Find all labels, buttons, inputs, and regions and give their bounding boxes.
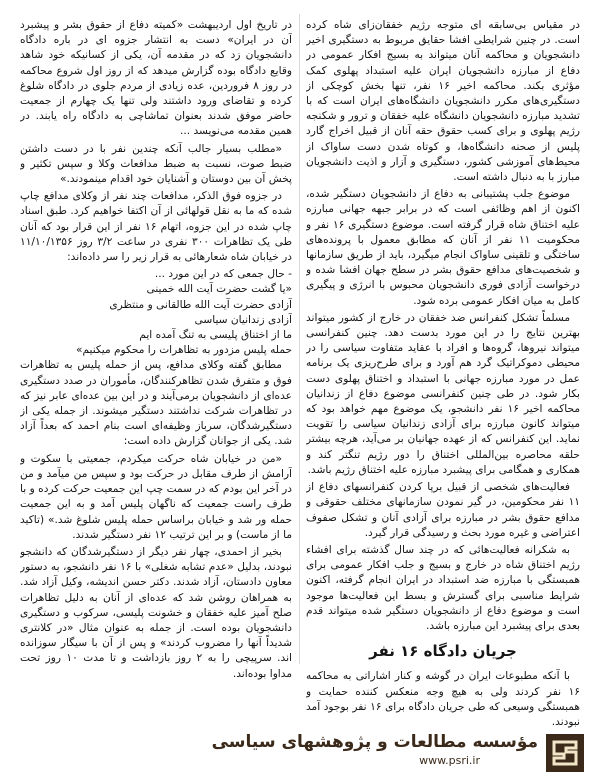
quote-paragraph: «من در خیابان شاه حرکت میکردم، جمعیتی با سکوت و آرامش از طرف مقابل در حرکت بود و سپس من میآمد و من در آخر این بودم که در سمت چپ این جمعیت حرکت کرده و با طرف راست جمعیت که ناگهان پلیس آمد و به این جمعیت حمله ور شد و خیابان براساس حمله پلیس شلوغ شد.» (تاکید ما از ماست) و بر این ترتیب ۱۲ نفر دستگیر شدند. xyxy=(20,452,292,541)
quote-paragraph: «مطلب بسیار جالب آنکه چندین نفر با در دست داشتن ضبط صوت، نسبت به ضبط مدافعات وکلا و سپس تکثیر و پخش آن بین دوستان و آشنایان خود اقدام مینمودند.» xyxy=(20,142,292,186)
slogan-line: حمله پلیس مزدور به تظاهرات را محکوم میکنیم» xyxy=(75,344,292,357)
slogan-line: آزادی حضرت آیت الله طالقانی و منتظری xyxy=(109,298,292,311)
watermark-title: مؤسسه مطالعات و پژوهشهای سیاسی xyxy=(211,732,538,752)
paragraph: با آنکه مطبوعات ایران در گوشه و کنار اشاراتی به محاکمه ۱۶ نفر کردند ولی به هیچ وجه منعکس کننده حمایت و همبستگی وسیعی که طی جریان دادگاه برای ۱۶ نفر بوجود آمد نبودند. xyxy=(306,670,580,728)
section-heading: جریان دادگاه ۱۶ نفر xyxy=(369,642,517,661)
paragraph: مطابق گفته وکلای مدافع، پس از حمله پلیس به تظاهرات فوق و متفرق شدن تظاهرکنندگان، مأموران در صدد دستگیری عده‌ای از دانشجویان برمی‌آیند و در این بین عده‌ای عابر نیز که در تظاهرات شرکت نداشتند دستگیر میشوند. از جمله یکی از دستگیرشدگان، سرباز وظیفه‌ای است بنام احمد که بعداً آزاد شد. یکی از جوانان گزارش داده است: xyxy=(20,359,292,448)
paragraph: بخیر از احمدی، چهار نفر دیگر از دستگیرشدگان که دانشجو نبودند، بدلیل «عدم تشابه شغلی» با ۱۶ نفر دانشجو، به دستور معاون دادستان، آزاد شدند. دکتر حسن اندیشه، وکیل آزاد شد. به همراهان روشن شد که عده‌ای از آنان به دلیل تظاهرات صلح آمیز علیه خفقان و خشونت پلیسی، سرکوب و دستگیری دانشجویان بوده است. از جمله به عنوان مثال «در کلانتری شدیداً آنها را مضروب کردند» و پس از آن با سیگار سوزانده اند. سرپیچی را به ۲ روز بازداشت و تا مدت ۱۰ روز تحت مداوا بوده‌اند. xyxy=(20,545,292,680)
paragraph: در مقیاس بی‌سابقه ای متوجه رژیم خفقان‌زای شاه کرده است. در چنین شرایطی افشا حقایق مربوط به دستگیری اخیر دانشجویان و محاکمه آنان میتواند به بسیج افکار عمومی در دفاع از مبارزه دانشجویان ایران علیه استبداد پهلوی کمک مؤثری بکند. محاکمه اخیر ۱۶ نفر، تنها بخش کوچکی از دستگیری‌های مکرر دانشجویان دانشگاه‌های ایران است که با تشدید مبارزه دانشجویان دانشگاه علیه خفقان و ترور و شکنجه رژیم پهلوی و برای کسب حقوق حقه آنان از قبیل اخراج گارد پلیس از صحنه دانشگاه‌ها، و کوتاه شدن دست ساواک از محیط‌های آموزشی کشور، دستگیری و آزار و اذیت دانشجویان مبارز با به دنبال داشته است. xyxy=(306,19,580,184)
footer-watermark xyxy=(0,730,600,774)
paragraph: در تاریخ اول اردیبهشت «کمیته دفاع از حقوق بشر و پیشبرد آن در ایران» دست به انتشار جزوه ای در باره دادگاه دانشجویان زد که در مقدمه آن، یکی از کسانیکه خود شاهد وقایع دادگاه بوده گزارش میدهد که از روز اول شروع محاکمه در روز ۸ فروردین، عده زیادی از مردم جلوی در دادگاه شلوغ کرده و تقاضای ورود داشتند ولی تنها یک چهارم از جمعیت حاضر موفق شدند بعنوان تماشاچی به دادگاه راه یابند. در همین مقدمه می‌نویسد ... xyxy=(20,19,292,138)
slogan-line: ما از اختناق پلیسی به تنگ آمده ایم xyxy=(139,329,292,342)
paragraph: فعالیت‌های شخصی از قبیل برپا کردن کنفرانسهای دفاع از ۱۱ نفر محکومین، در گیر نمودن سازمانهای مختلف حقوقی و مدافع حقوق بشر در مبارزه برای آزادی آنان و تشکل صفوف اعتراضی و غیره مورد بحث و رسیدگی قرار گیرد. xyxy=(306,481,580,539)
paragraph: به شکرانه فعالیت‌هائی که در چند سال گذشته برای افشاء رژیم اختناق شاه در خارج و بسیج و جلب افکار عمومی برای همبستگی با مبارزه ضد استبداد در ایران انجام گرفته، اکنون شرایط مناسبی برای گسترش و بسط این فعالیت‌ها موجود است و موضوع دفاع از دانشجویان دستگیر شده میتواند قدم بعدی برای پیشبرد این مبارزه باشد. xyxy=(306,543,580,632)
slogan-line: - حال جمعی که در این مورد ... xyxy=(154,268,292,281)
column-divider xyxy=(299,14,300,664)
institute-emblem-icon xyxy=(546,734,584,772)
slogan-list xyxy=(20,267,292,358)
paragraph: در جزوه فوق الذکر، مدافعات چند نفر از وکلای مدافع چاپ شده که ما به نقل قولهائی از آن اکتفا خواهیم کرد. طبق اسناد چاپ شده در این جزوه، اتهام ۱۶ نفر از این قرار بود که آنان طی یک تظاهرات ۳۰۰ نفری در ساعت ۳/۲ روز ۱۱/۱۰/۱۳۵۶ در خیابان شاه شعارهائی به قرار زیر را سر داده‌اند: xyxy=(20,190,292,264)
left-column xyxy=(20,18,292,718)
right-column xyxy=(306,18,580,746)
paragraph: مسلماً تشکل کنفرانس ضد خفقان در خارج از کشور میتواند بهترین نتایج را در این مورد بدست دهد. چنین کنفرانسی میتواند نیروها، گروه‌ها و افراد با عقاید متفاوت سیاسی را در محیطی دموکراتیک گرد هم آورد و برای طرح‌ریزی یک برنامه عمل در مورد مبارزه جهانی با استبداد و اختناق پهلوی دست بکار شود. در طی چنین کنفرانسی موضوع دفاع از زندانیان محاکمه اخیر ۱۶ نفر دانشجو، یک موضوع مهم خواهد بود که میتواند کانون مبارزه برای آزادی زندانیان سیاسی را تقویت نماید. این کنفرانس که از عهده جهانیان بر می‌آید، هرچه بیشتر حلقه محاصره بین‌المللی اختناق را دور رژیم تنگتر کند و همکاری و همگامی برای پیشبرد مبارزه علیه اختناق رژیم باشد. xyxy=(306,311,580,476)
slogan-line: «یا گشت حضرت آیت الله خمینی xyxy=(146,283,292,296)
slogan-line: آزادی زندانیان سیاسی xyxy=(194,313,292,326)
paragraph: موضوع جلب پشتیبانی به دفاع از دانشجویان دستگیر شده، اکنون از اهم وظائفی است که در برابر جبهه جهانی مبارزه علیه اختناق شاه قرار گرفته است. موضوع دستگیری ۱۶ نفر و محکومیت ۱۱ نفر از آنان که مطابق معمول با پرونده‌های ساختگی و تلقینی ساواک انجام میگیرد، باید از طریق سازمانها و شخصیت‌های مدافع حقوق بشر در سطح جهان افشا شده و درخواست آزادی فوری دانشجویان محبوس با انرژی و پیگیری کامل به میان افکار عمومی برده شود. xyxy=(306,188,580,307)
watermark-url: www.psri.ir xyxy=(419,754,480,767)
